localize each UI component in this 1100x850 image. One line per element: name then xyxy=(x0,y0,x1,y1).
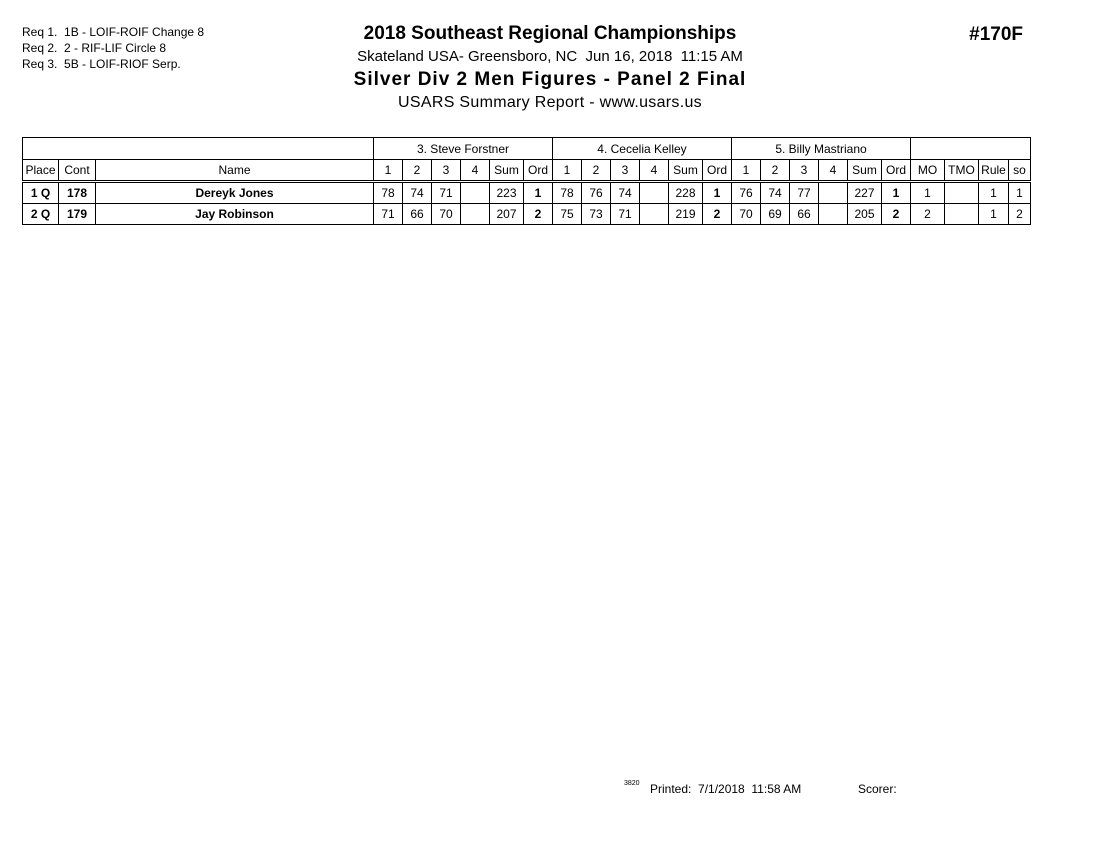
score-cell: 78 xyxy=(553,182,582,204)
cont-cell: 178 xyxy=(59,182,96,204)
score-cell xyxy=(461,182,490,204)
col-header-j3-ord: Ord xyxy=(882,160,911,182)
skater-row-1 xyxy=(23,182,1031,204)
col-header-j2-ord: Ord xyxy=(703,160,732,182)
judge-name-2: 4. Cecelia Kelley xyxy=(553,138,732,160)
col-header-j1-3: 3 xyxy=(432,160,461,182)
col-header-so: so xyxy=(1009,160,1031,182)
ord-cell: 2 xyxy=(703,204,732,225)
sum-cell: 227 xyxy=(848,182,882,204)
sum-cell: 223 xyxy=(490,182,524,204)
report-header xyxy=(0,22,1100,114)
ord-cell: 1 xyxy=(524,182,553,204)
score-cell: 75 xyxy=(553,204,582,225)
col-header-j2-4: 4 xyxy=(640,160,669,182)
col-header-j1-ord: Ord xyxy=(524,160,553,182)
sum-cell: 207 xyxy=(490,204,524,225)
score-cell: 69 xyxy=(761,204,790,225)
column-header-row xyxy=(23,160,1031,182)
requirement-line-1: Req 1. 1B - LOIF-ROIF Change 8 xyxy=(22,25,205,39)
judge-names-row xyxy=(23,138,1031,160)
col-header-j1-2: 2 xyxy=(403,160,432,182)
ord-cell: 1 xyxy=(882,182,911,204)
col-header-j1-4: 4 xyxy=(461,160,490,182)
col-header-j2-sum: Sum xyxy=(669,160,703,182)
mo-cell: 2 xyxy=(911,204,945,225)
requirement-line-2: Req 2. 2 - RIF-LIF Circle 8 xyxy=(22,41,167,55)
score-cell: 71 xyxy=(611,204,640,225)
score-cell: 73 xyxy=(582,204,611,225)
col-header-j2-1: 1 xyxy=(553,160,582,182)
col-header-j3-sum: Sum xyxy=(848,160,882,182)
judge-row-right-spacer xyxy=(911,138,1031,160)
rule-cell: 1 xyxy=(979,204,1009,225)
score-cell: 77 xyxy=(790,182,819,204)
requirement-line-3: Req 3. 5B - LOIF-RIOF Serp. xyxy=(22,57,181,71)
footer-code: 3820 xyxy=(624,780,640,787)
col-header-j3-3: 3 xyxy=(790,160,819,182)
tmo-cell xyxy=(945,204,979,225)
col-header-mo: MO xyxy=(911,160,945,182)
sum-cell: 205 xyxy=(848,204,882,225)
scorer-label: Scorer: xyxy=(858,782,897,796)
col-header-j1-1: 1 xyxy=(374,160,403,182)
score-cell: 66 xyxy=(403,204,432,225)
col-header-j3-4: 4 xyxy=(819,160,848,182)
score-cell: 74 xyxy=(403,182,432,204)
col-header-j3-1: 1 xyxy=(732,160,761,182)
col-header-name: Name xyxy=(96,160,374,182)
event-number: #170F xyxy=(969,24,1023,45)
col-header-j2-3: 3 xyxy=(611,160,640,182)
score-cell: 76 xyxy=(582,182,611,204)
printed-timestamp: Printed: 7/1/2018 11:58 AM xyxy=(650,782,802,796)
ord-cell: 2 xyxy=(882,204,911,225)
event-title: Silver Div 2 Men Figures - Panel 2 Final xyxy=(353,69,747,90)
col-header-place: Place xyxy=(23,160,59,182)
score-cell: 78 xyxy=(374,182,403,204)
skater-name-cell: Jay Robinson xyxy=(96,204,374,225)
score-cell xyxy=(640,182,669,204)
score-cell: 70 xyxy=(732,204,761,225)
col-header-tmo: TMO xyxy=(945,160,979,182)
score-cell: 66 xyxy=(790,204,819,225)
score-cell xyxy=(819,182,848,204)
ord-cell: 2 xyxy=(524,204,553,225)
judge-row-left-spacer xyxy=(23,138,374,160)
skater-name-cell: Dereyk Jones xyxy=(96,182,374,204)
sum-cell: 219 xyxy=(669,204,703,225)
place-cell: 1 Q xyxy=(23,182,59,204)
score-cell xyxy=(640,204,669,225)
score-cell: 74 xyxy=(761,182,790,204)
score-cell: 71 xyxy=(432,182,461,204)
score-cell xyxy=(461,204,490,225)
col-header-rule: Rule xyxy=(979,160,1009,182)
score-cell: 74 xyxy=(611,182,640,204)
so-cell: 1 xyxy=(1009,182,1031,204)
results-table xyxy=(22,137,1031,225)
tmo-cell xyxy=(945,182,979,204)
score-cell: 70 xyxy=(432,204,461,225)
score-cell: 71 xyxy=(374,204,403,225)
mo-cell: 1 xyxy=(911,182,945,204)
col-header-j2-2: 2 xyxy=(582,160,611,182)
championship-title: 2018 Southeast Regional Championships xyxy=(363,23,737,44)
rule-cell: 1 xyxy=(979,182,1009,204)
ord-cell: 1 xyxy=(703,182,732,204)
venue-date-line: Skateland USA- Greensboro, NC Jun 16, 2018 11:15 AM xyxy=(357,48,743,65)
judge-name-3: 5. Billy Mastriano xyxy=(732,138,911,160)
score-cell: 76 xyxy=(732,182,761,204)
report-type-line: USARS Summary Report - www.usars.us xyxy=(398,94,702,111)
place-cell: 2 Q xyxy=(23,204,59,225)
sum-cell: 228 xyxy=(669,182,703,204)
col-header-cont: Cont xyxy=(59,160,96,182)
so-cell: 2 xyxy=(1009,204,1031,225)
judge-name-1: 3. Steve Forstner xyxy=(374,138,553,160)
col-header-j3-2: 2 xyxy=(761,160,790,182)
cont-cell: 179 xyxy=(59,204,96,225)
skater-row-2 xyxy=(23,204,1031,225)
col-header-j1-sum: Sum xyxy=(490,160,524,182)
score-cell xyxy=(819,204,848,225)
